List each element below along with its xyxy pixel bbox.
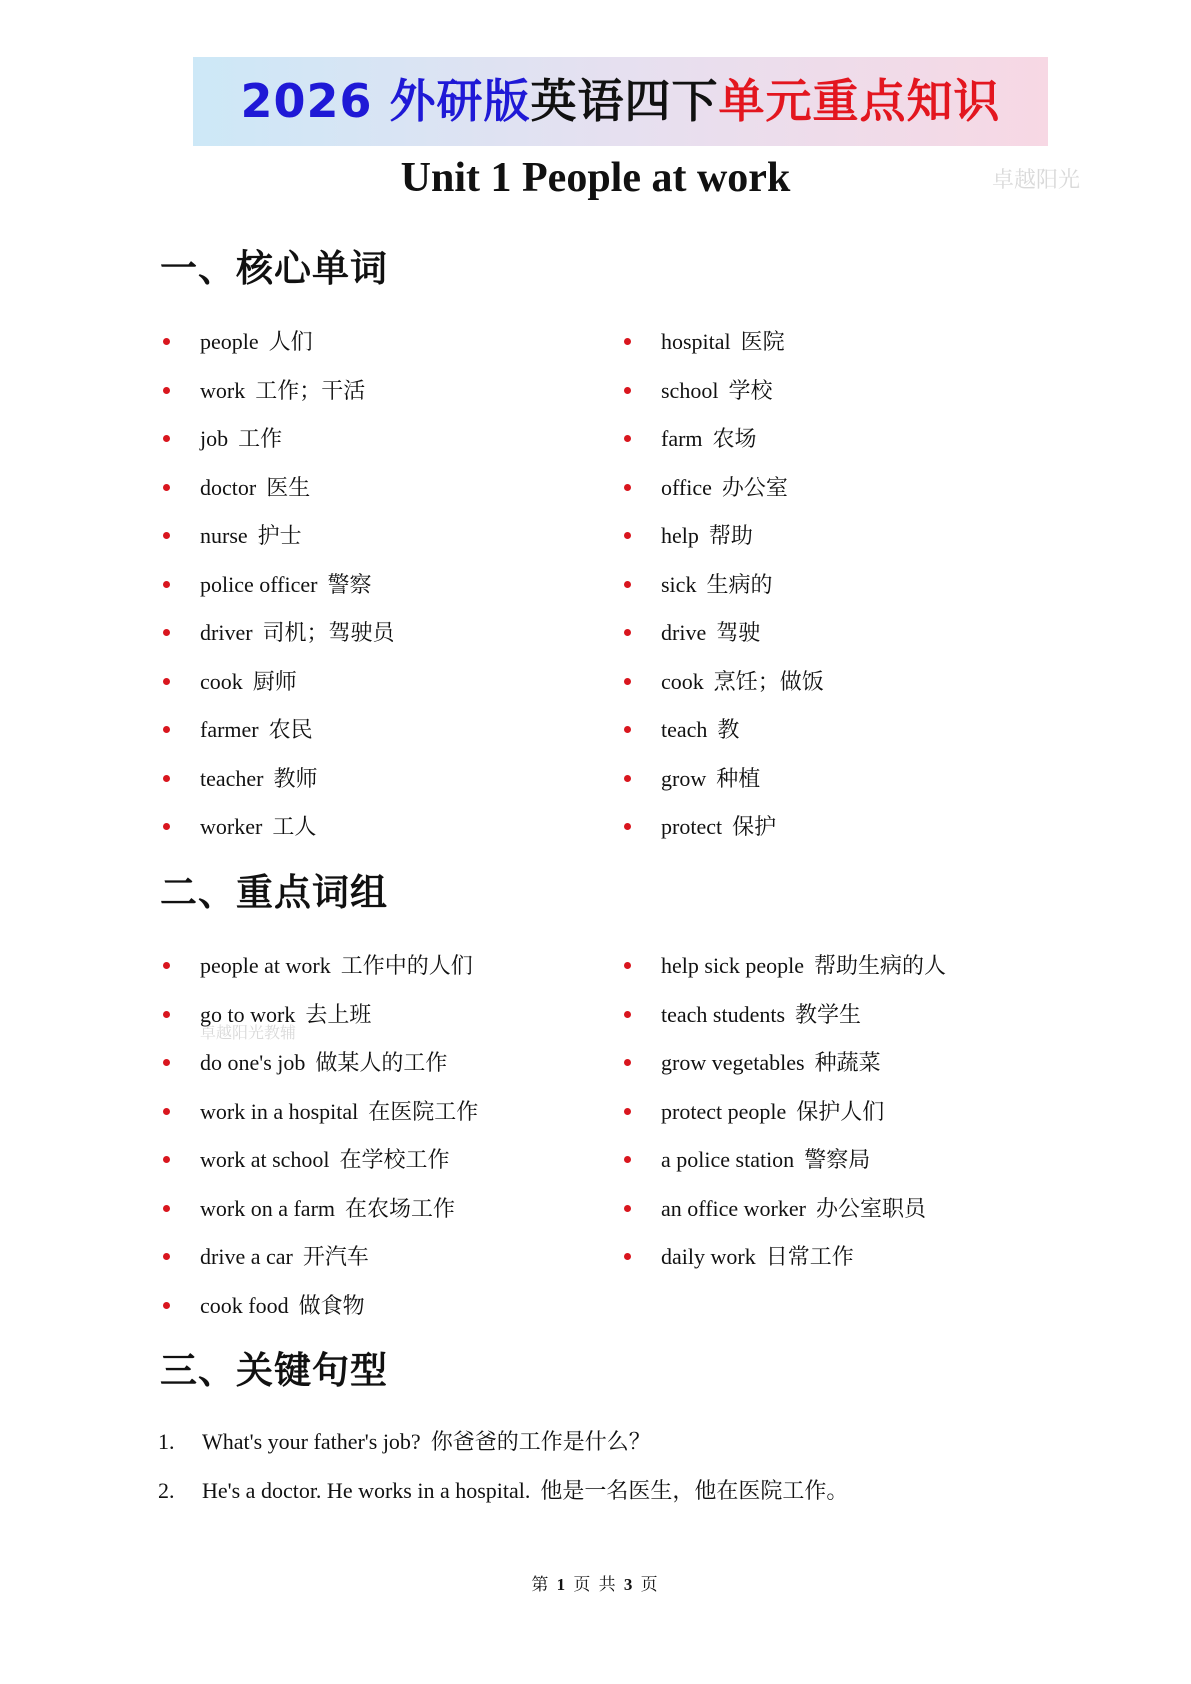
- item-text: [661, 472, 788, 504]
- item-english: school: [661, 377, 719, 403]
- item-english: teacher: [200, 765, 264, 791]
- item-chinese: 在医院工作: [368, 1098, 479, 1124]
- item-english: cook: [200, 668, 243, 694]
- item-chinese: 做食物: [298, 1292, 365, 1318]
- item-text: [661, 1096, 884, 1128]
- bullet-icon: [163, 775, 170, 782]
- item-english: grow: [661, 765, 707, 791]
- item-english: driver: [200, 620, 253, 645]
- item-text: [661, 569, 772, 601]
- sentence-number: 1.: [158, 1429, 175, 1454]
- item-chinese: 厨师: [252, 668, 297, 694]
- item-chinese: 农民: [268, 717, 313, 742]
- page-footer: [0, 1573, 1191, 1597]
- bullet-icon: [163, 484, 170, 491]
- item-chinese: 做某人的工作: [315, 1050, 448, 1075]
- item-english: cook food: [200, 1292, 289, 1318]
- item-english: farm: [661, 426, 703, 451]
- bullet-icon: [163, 338, 170, 345]
- item-chinese: 帮助生病的人: [813, 953, 946, 978]
- item-text: [661, 714, 739, 746]
- item-text: [200, 999, 371, 1031]
- footer-suffix: 页: [640, 1575, 660, 1594]
- watermark: 卓越阳光: [992, 167, 1081, 192]
- item-english: work at school: [200, 1147, 330, 1172]
- item-chinese: 医生: [266, 474, 311, 500]
- item-chinese: 驾驶: [716, 620, 761, 645]
- banner-title-part1: 2026 外研版: [240, 74, 531, 128]
- item-chinese: 保护: [732, 814, 777, 839]
- item-english: help sick people: [661, 953, 804, 978]
- item-chinese: 司机；驾驶员: [262, 620, 395, 645]
- item-chinese: 在农场工作: [345, 1195, 456, 1221]
- unit-title: Unit 1 People at work: [400, 155, 791, 201]
- item-english: an office worker: [661, 1195, 806, 1221]
- item-text: [200, 1047, 447, 1079]
- item-chinese: 在学校工作: [339, 1147, 450, 1172]
- item-english: cook: [661, 668, 704, 694]
- item-chinese: 人们: [268, 329, 313, 354]
- item-text: [200, 1144, 450, 1176]
- item-chinese: 教学生: [795, 1001, 862, 1027]
- bullet-icon: [163, 962, 170, 969]
- item-text: [661, 617, 760, 649]
- item-english: drive a car: [200, 1244, 293, 1269]
- item-english: protect: [661, 814, 723, 839]
- item-english: nurse: [200, 523, 248, 548]
- banner-title-part3: 单元重点知识: [718, 74, 1001, 128]
- item-chinese: 去上班: [305, 1001, 372, 1027]
- bullet-icon: [624, 775, 631, 782]
- item-chinese: 学校: [728, 377, 773, 403]
- item-english: daily work: [661, 1244, 756, 1269]
- bullet-icon: [163, 1156, 170, 1163]
- bullet-icon: [624, 678, 631, 685]
- bullet-icon: [163, 629, 170, 636]
- item-chinese: 种植: [716, 765, 761, 791]
- item-english: office: [661, 474, 712, 500]
- item-text: [200, 950, 473, 982]
- item-chinese: 医院: [740, 329, 785, 354]
- item-chinese: 工作；干活: [255, 377, 366, 403]
- sentence-text: [202, 1475, 848, 1507]
- bullet-icon: [163, 435, 170, 442]
- item-chinese: 警察局: [804, 1147, 871, 1172]
- bullet-icon: [163, 678, 170, 685]
- section-title-key-phrases: 二、重点词组: [160, 870, 388, 914]
- item-english: sick: [661, 571, 697, 597]
- bullet-icon: [163, 1302, 170, 1309]
- item-english: help: [661, 523, 699, 548]
- footer-total-pages: 3: [623, 1575, 635, 1594]
- item-text: [661, 1144, 870, 1176]
- bullet-icon: [163, 823, 170, 830]
- item-english: work: [200, 377, 246, 403]
- bullet-icon: [624, 435, 631, 442]
- item-chinese: 工作中的人们: [340, 953, 473, 978]
- item-english: grow vegetables: [661, 1050, 805, 1075]
- bullet-icon: [624, 823, 631, 830]
- item-text: [661, 1241, 854, 1273]
- item-english: farmer: [200, 717, 259, 742]
- item-text: [200, 1290, 365, 1322]
- item-chinese: 保护人们: [796, 1098, 885, 1124]
- bullet-icon: [624, 1011, 631, 1018]
- bullet-icon: [163, 726, 170, 733]
- section-title-core-words: 一、核心单词: [160, 246, 388, 290]
- item-english: teach students: [661, 1001, 786, 1027]
- item-chinese: 办公室: [721, 474, 788, 500]
- item-text: [200, 1096, 478, 1128]
- item-chinese: 日常工作: [765, 1244, 854, 1269]
- bullet-icon: [163, 1253, 170, 1260]
- item-chinese: 工人: [272, 814, 317, 839]
- item-english: drive: [661, 620, 707, 645]
- bullet-icon: [163, 1205, 170, 1212]
- sentence-number: 2.: [158, 1478, 175, 1503]
- title-banner: [193, 57, 1048, 146]
- bullet-icon: [624, 532, 631, 539]
- banner-title-part2: 英语四下: [530, 74, 719, 128]
- watermark: 卓越阳光教辅: [200, 1025, 297, 1042]
- item-text: [661, 326, 785, 358]
- banner-title: [193, 57, 1048, 146]
- item-text: [661, 520, 753, 552]
- item-text: [661, 811, 776, 843]
- item-text: [200, 375, 365, 407]
- bullet-icon: [163, 1059, 170, 1066]
- item-text: [200, 617, 395, 649]
- item-english: job: [200, 426, 229, 451]
- item-text: [200, 1241, 369, 1273]
- item-chinese: 办公室职员: [815, 1195, 926, 1221]
- item-chinese: 烹饪；做饭: [713, 668, 824, 694]
- bullet-icon: [163, 532, 170, 539]
- item-text: [200, 472, 310, 504]
- item-english: people: [200, 329, 259, 354]
- item-chinese: 教师: [273, 765, 318, 791]
- item-text: [661, 1047, 881, 1079]
- item-text: [200, 569, 372, 601]
- item-text: [200, 423, 282, 455]
- item-english: do one's job: [200, 1050, 306, 1075]
- item-text: [200, 666, 297, 698]
- item-text: [200, 714, 313, 746]
- item-chinese: 生病的: [706, 571, 773, 597]
- item-english: people at work: [200, 953, 331, 978]
- sentence-zh: 你爸爸的工作是什么？: [430, 1429, 651, 1454]
- item-chinese: 农场: [712, 426, 757, 451]
- bullet-icon: [624, 1205, 631, 1212]
- bullet-icon: [624, 726, 631, 733]
- item-text: [661, 375, 772, 407]
- footer-middle: 页 共: [573, 1575, 618, 1594]
- item-text: [661, 950, 946, 982]
- item-text: [661, 999, 861, 1031]
- item-text: [200, 520, 302, 552]
- bullet-icon: [163, 1108, 170, 1115]
- item-chinese: 教: [717, 717, 740, 742]
- item-english: work in a hospital: [200, 1098, 359, 1124]
- item-text: [661, 1193, 926, 1225]
- footer-page-number: 1: [556, 1575, 568, 1594]
- item-text: [200, 763, 318, 795]
- bullet-icon: [624, 962, 631, 969]
- item-english: teach: [661, 717, 708, 742]
- item-text: [661, 763, 760, 795]
- item-text: [661, 423, 757, 455]
- item-english: hospital: [661, 329, 731, 354]
- sentence-zh: 他是一名医生，他在医院工作。: [540, 1478, 849, 1503]
- bullet-icon: [624, 387, 631, 394]
- item-text: [200, 1193, 455, 1225]
- item-text: [661, 666, 824, 698]
- bullet-icon: [624, 1059, 631, 1066]
- bullet-icon: [624, 484, 631, 491]
- item-english: police officer: [200, 571, 318, 597]
- item-chinese: 护士: [257, 523, 302, 548]
- bullet-icon: [624, 1156, 631, 1163]
- bullet-icon: [163, 581, 170, 588]
- item-english: worker: [200, 814, 263, 839]
- bullet-icon: [624, 1108, 631, 1115]
- bullet-icon: [163, 1011, 170, 1018]
- item-english: go to work: [200, 1001, 296, 1027]
- item-english: a police station: [661, 1147, 795, 1172]
- item-english: doctor: [200, 474, 257, 500]
- item-english: protect people: [661, 1098, 787, 1124]
- bullet-icon: [624, 629, 631, 636]
- bullet-icon: [163, 387, 170, 394]
- item-english: work on a farm: [200, 1195, 336, 1221]
- bullet-icon: [624, 581, 631, 588]
- section-title-key-sentences: 三、关键句型: [160, 1348, 388, 1392]
- item-text: [200, 326, 313, 358]
- item-chinese: 种蔬菜: [814, 1050, 881, 1075]
- sentence-text: [202, 1426, 651, 1458]
- item-chinese: 帮助: [708, 523, 753, 548]
- footer-prefix: 第: [531, 1575, 551, 1594]
- item-text: [200, 811, 316, 843]
- bullet-icon: [624, 338, 631, 345]
- bullet-icon: [624, 1253, 631, 1260]
- sentence-en: He's a doctor. He works in a hospital.: [202, 1478, 531, 1503]
- item-chinese: 工作: [238, 426, 283, 451]
- sentence-en: What's your father's job?: [202, 1429, 421, 1454]
- item-chinese: 警察: [327, 571, 372, 597]
- item-chinese: 开汽车: [302, 1244, 369, 1269]
